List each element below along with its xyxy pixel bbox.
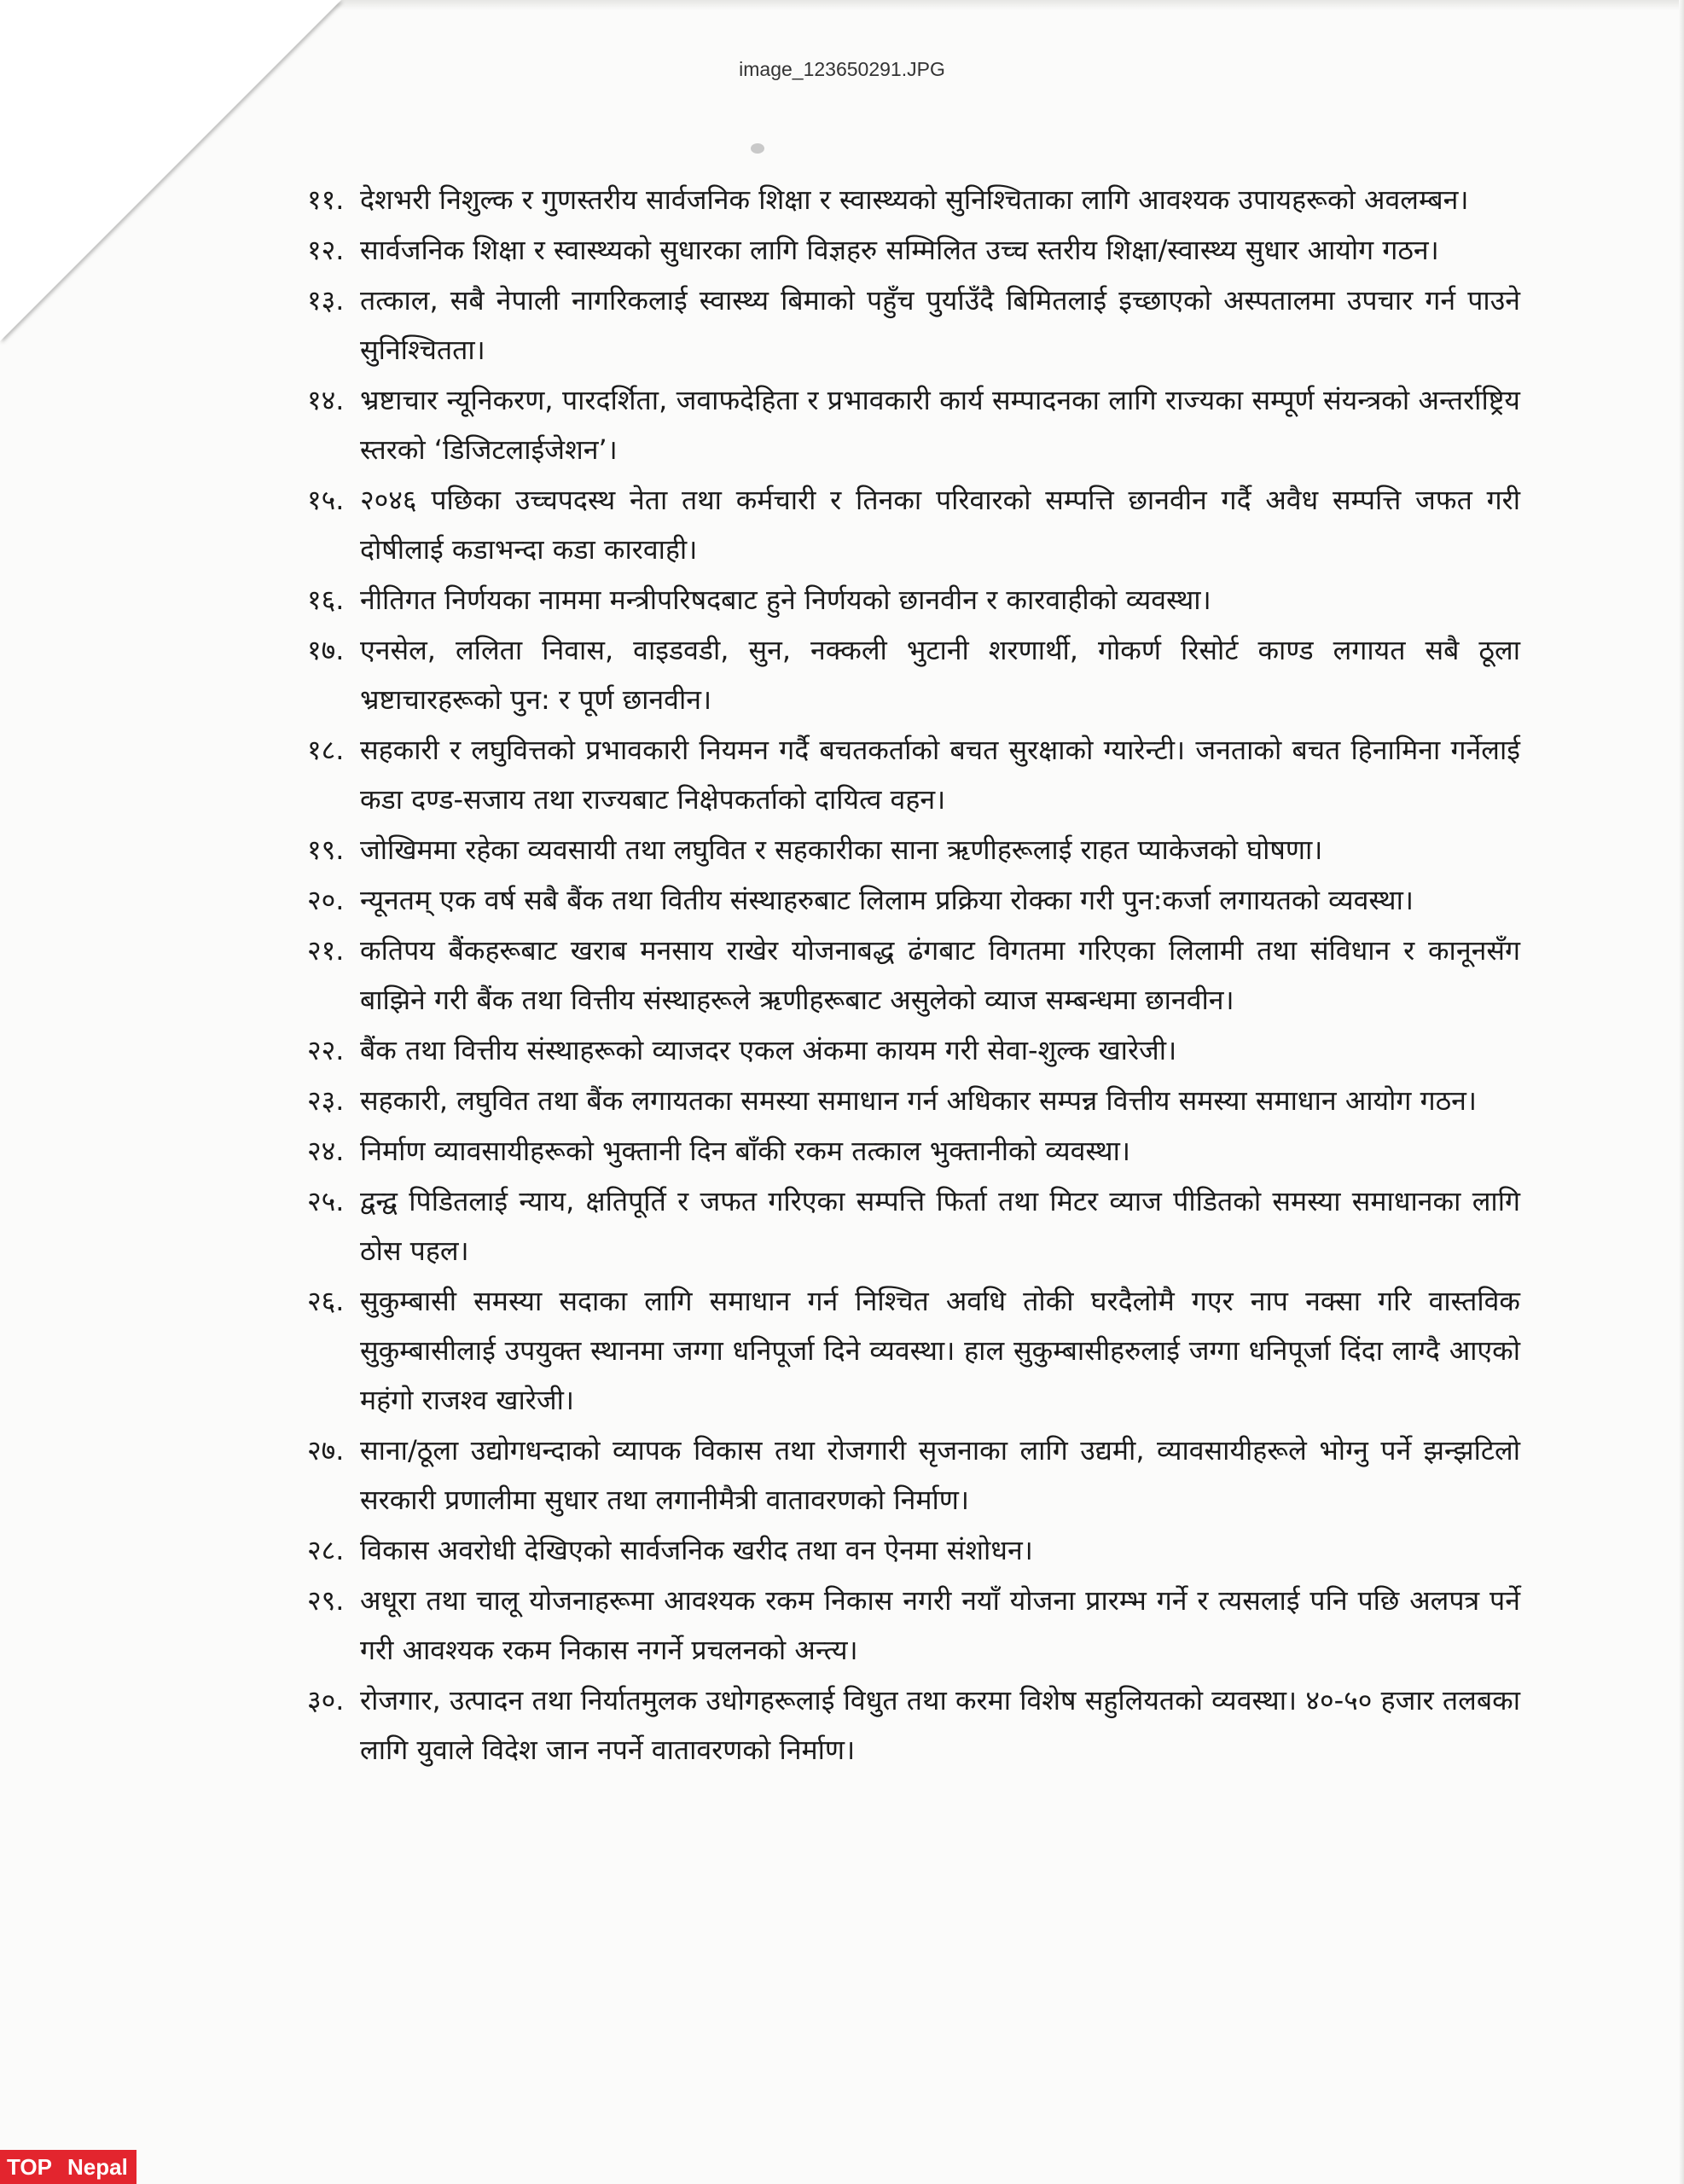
list-item bbox=[307, 1525, 1520, 1575]
item-text: भ्रष्टाचार न्यूनिकरण, पारदर्शिता, जवाफदेहिता र प्रभावकारी कार्य सम्पादनका लागि राज्यका सम्पूर्ण संयन्त्रको अन्तर्राष्ट्रिय स्तरको ‘डिजिटलाईजेशन’। bbox=[360, 384, 1520, 466]
list-item bbox=[307, 1076, 1520, 1125]
item-text: २०४६ पछिका उच्चपदस्थ नेता तथा कर्मचारी र तिनका परिवारको सम्पत्ति छानवीन गर्दै अवैध सम्पत्ति जफत गरी दोषीलाई कडाभन्दा कडा कारवाही। bbox=[360, 484, 1520, 566]
page-right-edge bbox=[1679, 0, 1684, 2184]
item-text: नीतिगत निर्णयका नाममा मन्त्रीपरिषदबाट हुने निर्णयको छानवीन र कारवाहीको व्यवस्था। bbox=[360, 584, 1211, 616]
item-text: जोखिममा रहेका व्यवसायी तथा लघुवित र सहकारीका साना ऋणीहरूलाई राहत प्याकेजको घोषणा। bbox=[360, 834, 1323, 866]
item-text: सार्वजनिक शिक्षा र स्वास्थ्यको सुधारका लागि विज्ञहरु सम्मिलित उच्च स्तरीय शिक्षा/स्वास्थ्य सुधार आयोग गठन। bbox=[360, 234, 1439, 266]
list-item bbox=[307, 1576, 1520, 1675]
item-text: निर्माण व्यावसायीहरूको भुक्तानी दिन बाँकी रकम तत्काल भुक्तानीको व्यवस्था। bbox=[360, 1135, 1131, 1167]
list-item bbox=[307, 276, 1520, 375]
watermark-nepal-text: Nepal bbox=[67, 2154, 128, 2180]
item-number: १४. bbox=[307, 384, 345, 416]
list-item bbox=[307, 575, 1520, 624]
list-item bbox=[307, 1025, 1520, 1075]
item-text: सहकारी, लघुवित तथा बैंक लगायतका समस्या समाधान गर्न अधिकार सम्पन्न वित्तीय समस्या समाधान आयोग गठन। bbox=[360, 1084, 1478, 1117]
item-number: २८. bbox=[307, 1534, 345, 1566]
list-item bbox=[307, 825, 1520, 874]
item-number: १९. bbox=[307, 834, 345, 866]
item-text: कतिपय बैंकहरूबाट खराब मनसाय राखेर योजनाबद्ध ढंगबाट विगतमा गरिएका लिलामी तथा संविधान र कानूनसँग बाझिने गरी बैंक तथा वित्तीय संस्थाहरूले ऋणीहरूबाट असुलेको व्याज सम्बन्धमा छानवीन। bbox=[360, 934, 1520, 1016]
list-item bbox=[307, 225, 1520, 275]
item-text: बैंक तथा वित्तीय संस्थाहरूको व्याजदर एकल अंकमा कायम गरी सेवा-शुल्क खारेजी। bbox=[360, 1034, 1177, 1066]
manifesto-list bbox=[307, 175, 1520, 1775]
item-number: २४. bbox=[307, 1135, 345, 1167]
item-text: अधूरा तथा चालू योजनाहरूमा आवश्यक रकम निकास नगरी नयाँ योजना प्रारम्भ गर्ने र त्यसलाई पनि पछि अलपत्र पर्ने गरी आवश्यक रकम निकास नगर्ने प्रचलनको अन्त्य। bbox=[360, 1584, 1520, 1666]
item-text: रोजगार, उत्पादन तथा निर्यातमुलक उधोगहरूलाई विधुत तथा करमा विशेष सहुलियतको व्यवस्था। ४०-५० हजार तलबका लागि युवाले विदेश जान नपर्ने वातावरणको निर्माण। bbox=[360, 1684, 1520, 1766]
item-number: २३. bbox=[307, 1084, 345, 1117]
item-number: १८. bbox=[307, 734, 345, 766]
item-text: न्यूनतम् एक वर्ष सबै बैंक तथा वितीय संस्थाहरुबाट लिलाम प्रक्रिया रोक्का गरी पुन:कर्जा लगायतको व्यवस्था। bbox=[360, 884, 1414, 916]
item-number: २६. bbox=[307, 1285, 345, 1317]
item-number: २१. bbox=[307, 934, 345, 967]
list-item bbox=[307, 475, 1520, 574]
item-number: ११. bbox=[307, 183, 345, 216]
list-item bbox=[307, 625, 1520, 724]
folded-corner bbox=[0, 0, 341, 341]
item-number: १६. bbox=[307, 584, 345, 616]
item-number: ३०. bbox=[307, 1684, 345, 1716]
list-item bbox=[307, 725, 1520, 824]
list-item bbox=[307, 926, 1520, 1025]
item-text: द्वन्द्व पिडितलाई न्याय, क्षतिपूर्ति र जफत गरिएका सम्पत्ति फिर्ता तथा मिटर व्याज पीडितको समस्या समाधानका लागि ठोस पहल। bbox=[360, 1185, 1520, 1267]
item-text: साना/ठूला उद्योगधन्दाको व्यापक विकास तथा रोजगारी सृजनाका लागि उद्यमी, व्यावसायीहरूले भोग्नु पर्ने झन्झटिलो सरकारी प्रणालीमा सुधार तथा लगानीमैत्री वातावरणको निर्माण। bbox=[360, 1434, 1520, 1516]
top-nepal-watermark bbox=[0, 2150, 136, 2184]
item-text: एनसेल, ललिता निवास, वाइडवडी, सुन, नक्कली भुटानी शरणार्थी, गोकर्ण रिसोर्ट काण्ड लगायत सबै ठूला भ्रष्टाचारहरूको पुन: र पूर्ण छानवीन। bbox=[360, 634, 1520, 716]
item-number: २७. bbox=[307, 1434, 345, 1467]
item-number: २९. bbox=[307, 1584, 345, 1617]
list-item bbox=[307, 1176, 1520, 1275]
item-number: १७. bbox=[307, 634, 345, 666]
list-item bbox=[307, 375, 1520, 474]
item-number: १५. bbox=[307, 484, 345, 516]
item-number: १२. bbox=[307, 234, 345, 266]
item-text: सुकुम्बासी समस्या सदाका लागि समाधान गर्न निश्चित अवधि तोकी घरदैलोमै गएर नाप नक्सा गरि वास्तविक सुकुम्बासीलाई उपयुक्त स्थानमा जग्गा धनिपूर्जा दिने व्यवस्था। हाल सुकुम्बासीहरुलाई जग्गा धनिपूर्जा दिंदा लाग्दै आएको महंगो राजश्व खारेजी। bbox=[360, 1285, 1520, 1416]
page-top-edge bbox=[333, 0, 1684, 10]
item-number: १३. bbox=[307, 284, 345, 317]
item-text: विकास अवरोधी देखिएको सार्वजनिक खरीद तथा वन ऐनमा संशोधन। bbox=[360, 1534, 1033, 1566]
file-name-header: image_123650291.JPG bbox=[739, 58, 945, 80]
watermark-top-text: TOP bbox=[7, 2154, 52, 2180]
item-text: तत्काल, सबै नेपाली नागरिकलाई स्वास्थ्य बिमाको पहुँच पुर्याउँदै बिमितलाई इच्छाएको अस्पतालमा उपचार गर्न पाउने सुनिश्चितता। bbox=[360, 284, 1520, 366]
list-item bbox=[307, 1426, 1520, 1525]
scan-spot bbox=[751, 143, 764, 154]
item-text: देशभरी निशुल्क र गुणस्तरीय सार्वजनिक शिक्षा र स्वास्थ्यको सुनिश्चिताका लागि आवश्यक उपायहरूको अवलम्बन। bbox=[360, 183, 1469, 216]
list-item bbox=[307, 1126, 1520, 1176]
item-number: २०. bbox=[307, 884, 345, 916]
list-item bbox=[307, 1676, 1520, 1774]
list-item bbox=[307, 1276, 1520, 1425]
item-text: सहकारी र लघुवित्तको प्रभावकारी नियमन गर्दै बचतकर्ताको बचत सुरक्षाको ग्यारेन्टी। जनताको बचत हिनामिना गर्नेलाई कडा दण्ड-सजाय तथा राज्यबाट निक्षेपकर्ताको दायित्व वहन। bbox=[360, 734, 1520, 816]
item-number: २२. bbox=[307, 1034, 345, 1066]
list-item bbox=[307, 175, 1520, 224]
item-number: २५. bbox=[307, 1185, 345, 1217]
list-item bbox=[307, 875, 1520, 925]
